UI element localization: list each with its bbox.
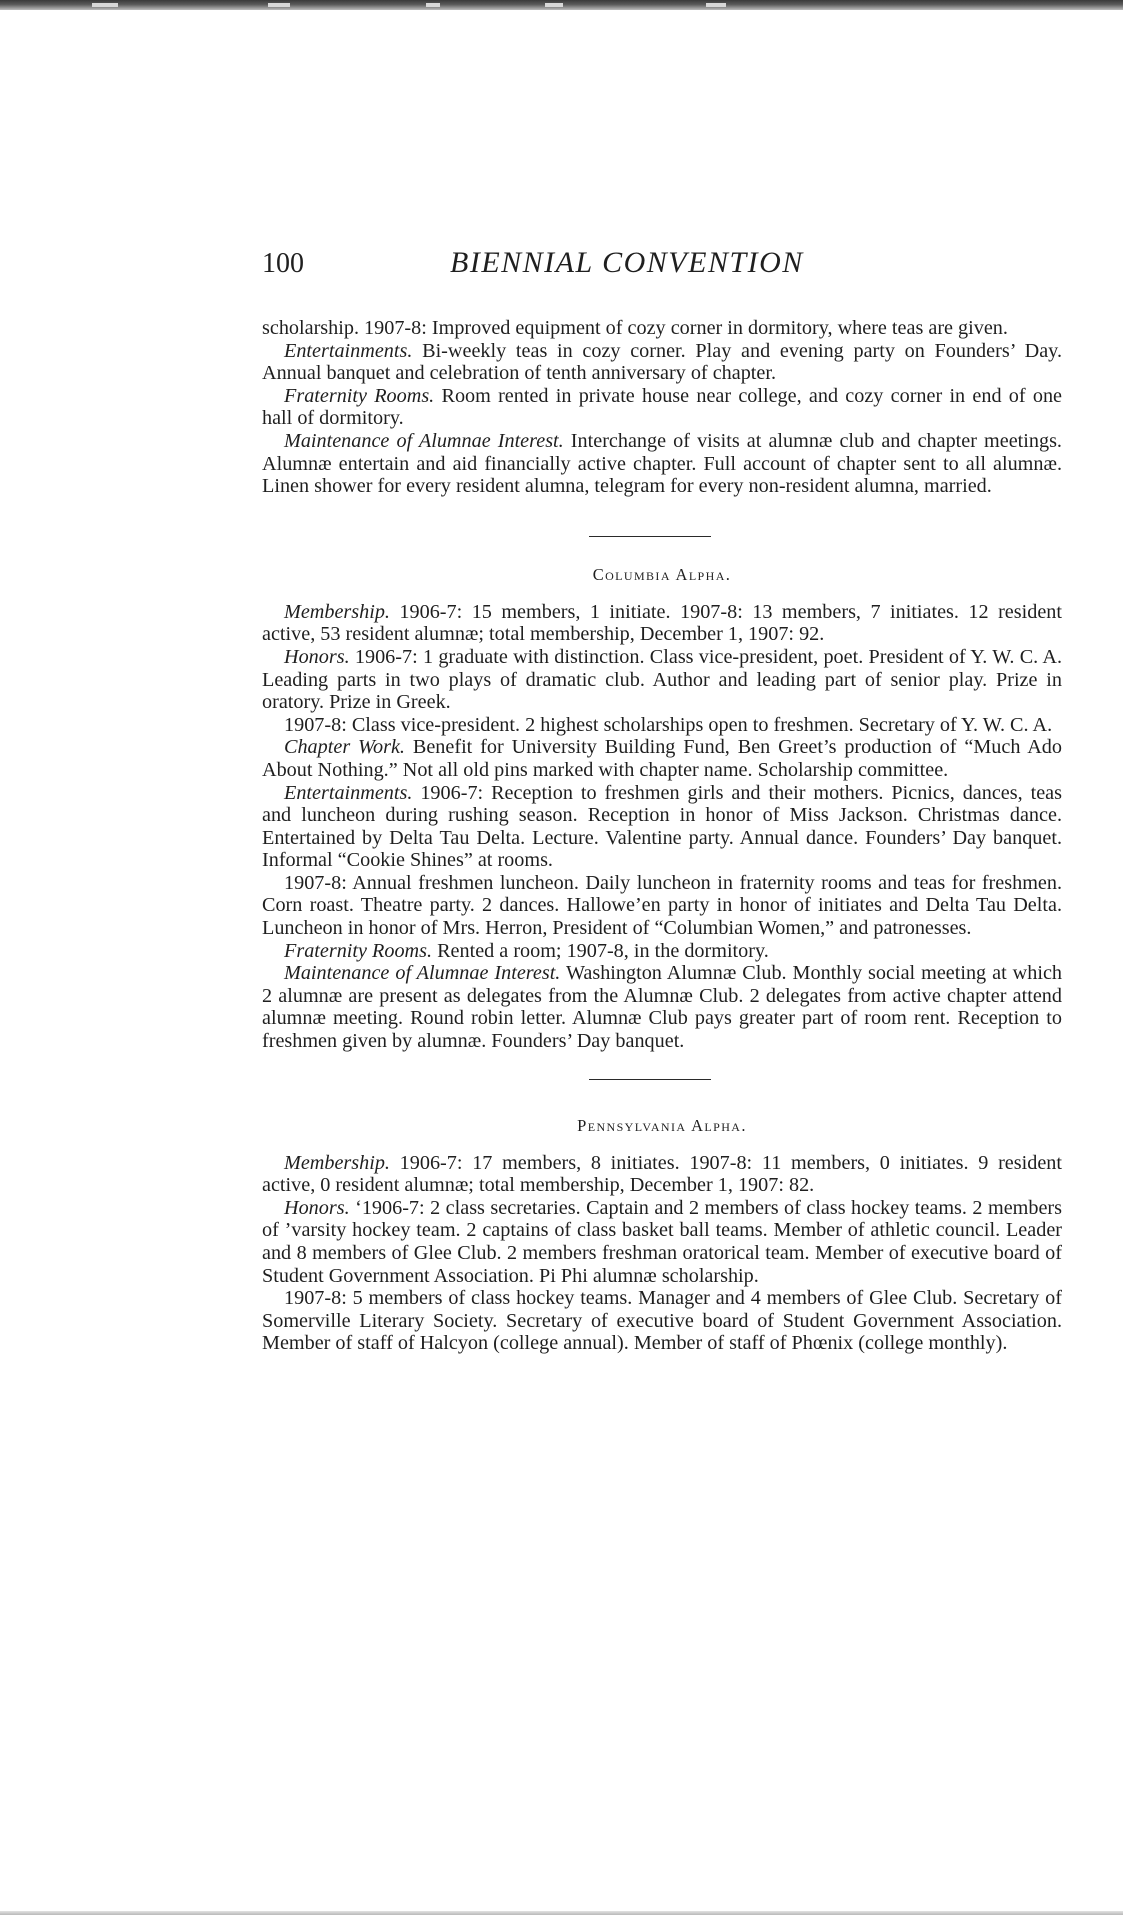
alumnae-interest-text: Interchange of visits at alumnæ club and chapter meetings. Alumnæ entertain and aid financially active chapter. Full account of chapter sent to all alumnæ. Linen shower for every resident alumna, telegram for every non-resident alumna, married. — [262, 429, 1062, 498]
entertainments-label: Entertainments. — [284, 781, 413, 804]
section-divider — [589, 536, 711, 537]
chapter-work-label: Chapter Work. — [284, 736, 405, 759]
honors-label: Honors. — [284, 645, 350, 668]
scan-edge-gap — [706, 3, 726, 7]
intro-scholarship-paragraph: scholarship. 1907-8: Improved equipment of cozy corner in dormitory, where teas are given. — [262, 317, 1008, 339]
membership-label: Membership. — [284, 600, 390, 623]
alumnae-interest-label: Maintenance of Alumnae Interest. — [284, 429, 564, 452]
intro-alumnae-paragraph — [262, 430, 1062, 498]
section-title-pennsylvania-alpha: Pennsylvania Alpha. — [577, 1115, 747, 1135]
entertainments-1907-paragraph: 1907-8: Annual freshmen luncheon. Daily luncheon in fraternity rooms and teas for freshmen. Corn roast. Theatre party. 2 dances. Hallowe’en party in honor of initiates and Delta Tau Delta. Luncheon in honor of Mrs. Herron, President of “Columbian Women,” and patronesses. — [262, 871, 1062, 940]
honors-1907-paragraph: 1907-8: Class vice-president. 2 highest scholarships open to freshmen. Secretary of Y. W. C. A. — [284, 713, 1053, 736]
entertainments-text: Bi-weekly teas in cozy corner. Play and evening party on Founders’ Day. Annual banquet and celebration of tenth anniversary of chapter. — [262, 339, 1062, 385]
fraternity-rooms-paragraph — [262, 940, 1062, 963]
section-title-columbia-alpha: Columbia Alpha. — [592, 564, 732, 584]
honors-text: 1906-7: 1 graduate with distinction. Class vice-president, poet. President of Y. W. C. A. Leading parts in two plays of dramatic club. Author and leading part of senior play. Prize in oratory. Prize in Greek. — [262, 645, 1062, 714]
chapter-work-paragraph — [262, 736, 1062, 781]
alumnae-interest-label: Maintenance of Alumnae Interest. — [284, 962, 561, 985]
entertainments-paragraph — [262, 782, 1062, 872]
intro-section — [262, 317, 1062, 498]
running-head: BIENNIAL CONVENTION — [450, 246, 804, 279]
scan-bottom-edge — [0, 1911, 1123, 1915]
page-number: 100 — [262, 248, 304, 279]
pennsylvania-alpha-section — [262, 1152, 1062, 1355]
scan-edge-gap — [268, 3, 290, 7]
intro-rooms-paragraph — [262, 385, 1062, 430]
membership-label: Membership. — [284, 1151, 390, 1174]
honors-label: Honors. — [284, 1196, 350, 1219]
fraternity-rooms-text: Room rented in private house near college, and cozy corner in end of one hall of dormitory. — [262, 384, 1062, 430]
columbia-alpha-section — [262, 601, 1062, 1053]
honors-paragraph — [262, 1197, 1062, 1287]
membership-text: 1906-7: 17 members, 8 initiates. 1907-8: 11 members, 0 initiates. 9 resident active, 0 resident alumnæ; total membership, December 1, 1907: 82. — [262, 1151, 1062, 1197]
membership-paragraph — [262, 1152, 1062, 1197]
entertainments-text: 1906-7: Reception to freshmen girls and their mothers. Picnics, dances, teas and luncheon during rushing season. Reception in honor of Miss Jackson. Christmas dance. Entertained by Delta Tau Delta. Lecture. Valentine party. Annual dance. Founders’ Day banquet. Informal “Cookie Shines” at rooms. — [262, 781, 1062, 872]
scan-edge-gap — [426, 3, 440, 7]
membership-paragraph — [262, 601, 1062, 646]
membership-text: 1906-7: 15 members, 1 initiate. 1907-8: 13 members, 7 initiates. 12 resident active, 53 resident alumnæ; total membership, December 1, 1907: 92. — [262, 600, 1062, 646]
fraternity-rooms-label: Fraternity Rooms. — [284, 939, 433, 962]
scan-edge-gap — [545, 3, 563, 7]
alumnae-interest-text: Washington Alumnæ Club. Monthly social meeting at which 2 alumnæ are present as delegates from the Alumnæ Club. 2 delegates from active chapter attend alumnæ meeting. Round robin letter. Alumnæ Club pays greater part of room rent. Reception to freshmen given by alumnæ. Founders’ Day banquet. — [262, 962, 1062, 1053]
honors-1907-paragraph: 1907-8: 5 members of class hockey teams. Manager and 4 members of Glee Club. Secretary of Somerville Literary Society. Secretary of executive board of Student Government Association. Member of staff of Halcyon (college annual). Member of staff of Phœnix (college monthly). — [262, 1287, 1062, 1355]
alumnae-interest-paragraph — [262, 962, 1062, 1052]
section-divider — [589, 1079, 711, 1080]
page-header — [262, 240, 1062, 288]
fraternity-rooms-label: Fraternity Rooms. — [284, 384, 435, 407]
scan-edge-gap — [92, 3, 118, 7]
honors-text: ‘1906-7: 2 class secretaries. Captain and 2 members of class hockey teams. 2 members of ’varsity hockey team. 2 captains of class basket ball teams. Member of athletic council. Leader and 8 members of Glee Club. 2 members freshman oratorical team. Member of executive board of Student Government Association. Pi Phi alumnæ scholarship. — [262, 1196, 1062, 1287]
chapter-work-text: Benefit for University Building Fund, Ben Greet’s production of “Much Ado About Nothing.” Not all old pins marked with chapter name. Scholarship committee. — [262, 736, 1062, 781]
intro-entertainments-paragraph — [262, 340, 1062, 385]
honors-paragraph — [262, 646, 1062, 714]
book-page — [262, 240, 1062, 1355]
fraternity-rooms-text: Rented a room; 1907-8, in the dormitory. — [432, 939, 769, 962]
entertainments-label: Entertainments. — [284, 339, 413, 362]
